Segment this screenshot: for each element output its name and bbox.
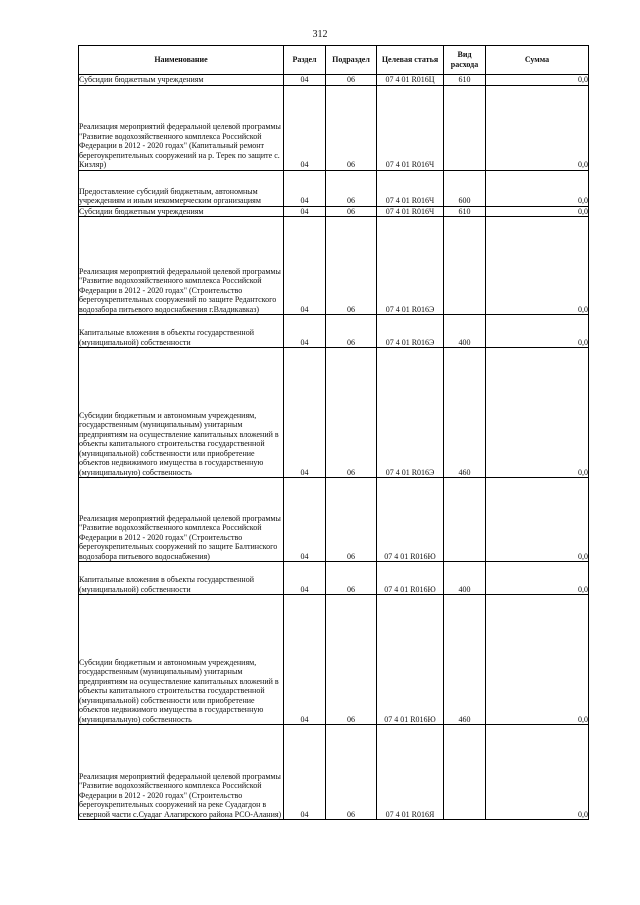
cell-razdel: 04 (284, 478, 326, 562)
cell-podrazdel: 06 (326, 595, 377, 725)
cell-razdel: 04 (284, 725, 326, 820)
cell-kcsr: 07 4 01 R016Я (377, 725, 444, 820)
cell-podrazdel: 06 (326, 315, 377, 348)
cell-summa: 0,0 (486, 562, 589, 595)
header-name: Наименование (79, 46, 284, 75)
cell-name: Капитальные вложения в объекты государственной (муниципальной) собственности (79, 315, 284, 348)
header-vid: Вид расхода (444, 46, 486, 75)
table-row (79, 595, 589, 725)
cell-vid: 600 (444, 170, 486, 206)
cell-name: Субсидии бюджетным и автономным учреждениям, государственным (муниципальным) унитарным предприятиям на осуществление капитальных вложений в объекты капитального строительства государственной (муниципальной) собственности или приобретение объектов недвижимого имущества в государственную (муниципальную) собственность (79, 348, 284, 478)
table-row (79, 348, 589, 478)
cell-kcsr: 07 4 01 R016Э (377, 348, 444, 478)
cell-podrazdel: 06 (326, 75, 377, 86)
cell-podrazdel: 06 (326, 562, 377, 595)
cell-kcsr: 07 4 01 R016Ю (377, 562, 444, 595)
cell-kcsr: 07 4 01 R016Ц (377, 75, 444, 86)
cell-summa: 0,0 (486, 725, 589, 820)
cell-vid: 400 (444, 315, 486, 348)
header-summa: Сумма (486, 46, 589, 75)
cell-summa: 0,0 (486, 217, 589, 315)
cell-summa: 0,0 (486, 170, 589, 206)
table-row (79, 478, 589, 562)
cell-name: Субсидии бюджетным учреждениям (79, 75, 284, 86)
cell-razdel: 04 (284, 217, 326, 315)
cell-vid (444, 478, 486, 562)
table-row (79, 725, 589, 820)
cell-vid: 460 (444, 595, 486, 725)
cell-kcsr: 07 4 01 R016Ч (377, 206, 444, 217)
cell-kcsr: 07 4 01 R016Ч (377, 85, 444, 170)
cell-podrazdel: 06 (326, 725, 377, 820)
cell-name: Субсидии бюджетным и автономным учреждениям, государственным (муниципальным) унитарным предприятиям на осуществление капитальных вложений в объекты капитального строительства государственной (муниципальной) собственности или приобретение объектов недвижимого имущества в государственную (муниципальную) собственность (79, 595, 284, 725)
cell-summa: 0,0 (486, 75, 589, 86)
cell-vid: 610 (444, 206, 486, 217)
header-row (79, 46, 589, 75)
cell-podrazdel: 06 (326, 206, 377, 217)
cell-name: Реализация мероприятий федеральной целевой программы "Развитие водохозяйственного комплекса Российской Федерации в 2012 - 2020 годах" (Строительство берегоукрепительных сооружений на реке Суадагдон в северной части с.Суадаг Алагирского района РСО-Алания) (79, 725, 284, 820)
cell-kcsr: 07 4 01 R016Э (377, 217, 444, 315)
cell-vid (444, 725, 486, 820)
cell-name: Капитальные вложения в объекты государственной (муниципальной) собственности (79, 562, 284, 595)
cell-vid: 400 (444, 562, 486, 595)
header-razdel: Раздел (284, 46, 326, 75)
header-kcsr: Целевая статья (377, 46, 444, 75)
cell-podrazdel: 06 (326, 85, 377, 170)
cell-summa: 0,0 (486, 478, 589, 562)
cell-razdel: 04 (284, 562, 326, 595)
cell-name: Предоставление субсидий бюджетным, автономным учреждениям и иным некоммерческим организациям (79, 170, 284, 206)
cell-summa: 0,0 (486, 315, 589, 348)
table-row (79, 170, 589, 206)
table-row (79, 562, 589, 595)
cell-razdel: 04 (284, 348, 326, 478)
cell-kcsr: 07 4 01 R016Э (377, 315, 444, 348)
cell-name: Реализация мероприятий федеральной целевой программы "Развитие водохозяйственного комплекса Российской Федерации в 2012 - 2020 годах" (Строительство берегоукрепительных сооружений по защите Редантского водозабора питьевого водоснабжения г.Владикавказ) (79, 217, 284, 315)
cell-vid: 610 (444, 75, 486, 86)
cell-vid (444, 85, 486, 170)
table-row (79, 206, 589, 217)
cell-podrazdel: 06 (326, 348, 377, 478)
cell-razdel: 04 (284, 595, 326, 725)
budget-table (78, 45, 589, 820)
cell-summa: 0,0 (486, 348, 589, 478)
cell-summa: 0,0 (486, 206, 589, 217)
cell-razdel: 04 (284, 206, 326, 217)
cell-summa: 0,0 (486, 595, 589, 725)
cell-podrazdel: 06 (326, 170, 377, 206)
table-body (79, 75, 589, 820)
table-row (79, 75, 589, 86)
cell-kcsr: 07 4 01 R016Ю (377, 478, 444, 562)
cell-kcsr: 07 4 01 R016Ч (377, 170, 444, 206)
cell-kcsr: 07 4 01 R016Ю (377, 595, 444, 725)
table-row (79, 315, 589, 348)
table-row (79, 217, 589, 315)
cell-name: Реализация мероприятий федеральной целевой программы "Развитие водохозяйственного комплекса Российской Федерации в 2012 - 2020 годах" (Капитальный ремонт берегоукрепительных сооружений на р. Терек по защите с. Кизляр) (79, 85, 284, 170)
cell-razdel: 04 (284, 170, 326, 206)
cell-vid: 460 (444, 348, 486, 478)
cell-name: Субсидии бюджетным учреждениям (79, 206, 284, 217)
cell-razdel: 04 (284, 85, 326, 170)
cell-name: Реализация мероприятий федеральной целевой программы "Развитие водохозяйственного комплекса Российской Федерации в 2012 - 2020 годах" (Строительство берегоукрепительных сооружений по защите Балтинского водозабора питьевого водоснабжения) (79, 478, 284, 562)
table-row (79, 85, 589, 170)
cell-razdel: 04 (284, 315, 326, 348)
cell-razdel: 04 (284, 75, 326, 86)
page-number: 312 (312, 29, 328, 40)
cell-vid (444, 217, 486, 315)
cell-summa: 0,0 (486, 85, 589, 170)
cell-podrazdel: 06 (326, 217, 377, 315)
cell-podrazdel: 06 (326, 478, 377, 562)
header-podrazdel: Подраздел (326, 46, 377, 75)
